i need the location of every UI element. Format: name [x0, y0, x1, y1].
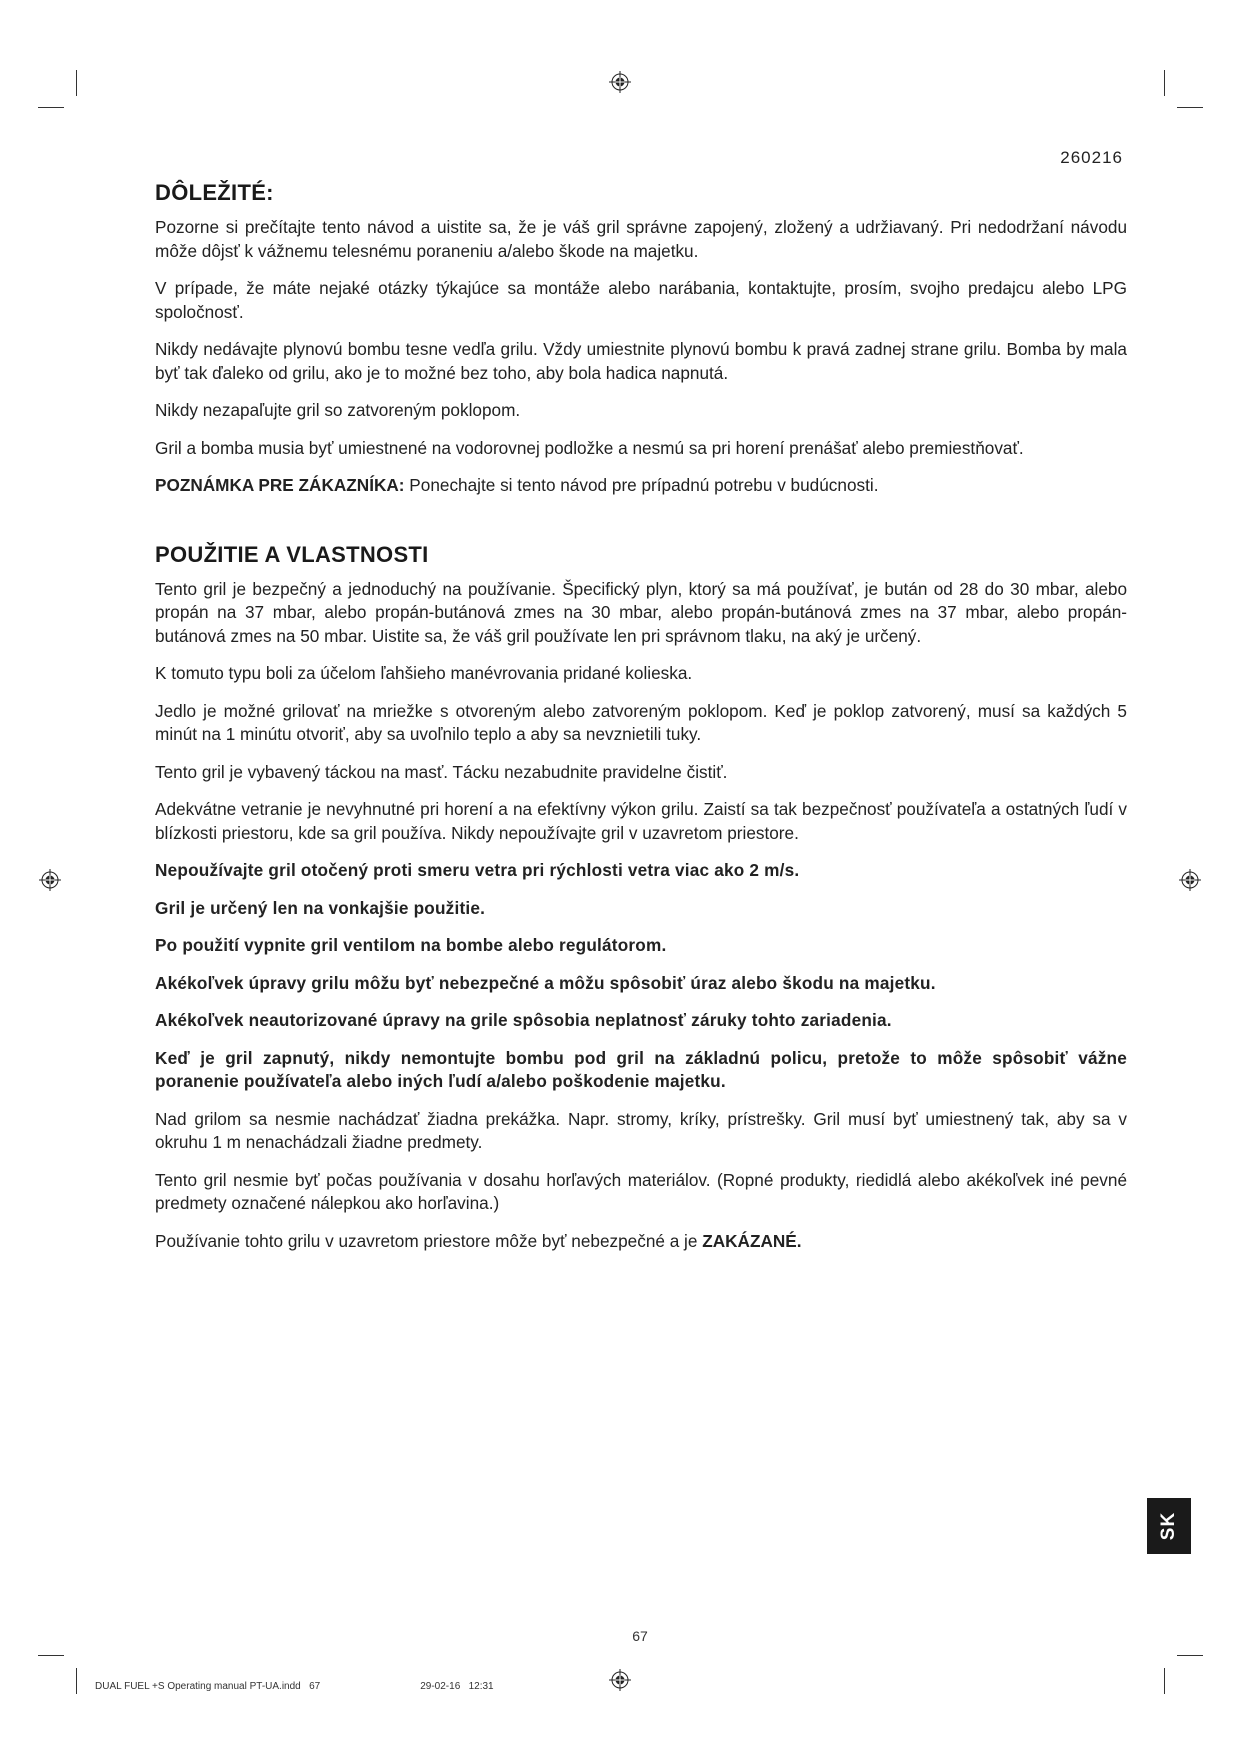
paragraph: Nikdy nezapaľujte gril so zatvoreným poklopom.: [155, 400, 521, 420]
crop-mark-top-right-vertical: [1164, 70, 1165, 96]
crop-mark-bottom-right-vertical: [1164, 1668, 1165, 1694]
crop-mark-bottom-right-horizontal: [1177, 1655, 1203, 1656]
warning-paragraph: Akékoľvek úpravy grilu môžu byť nebezpečné a môžu spôsobiť úraz alebo škodu na majetku.: [155, 972, 936, 993]
prohibited-label: ZAKÁZANÉ.: [702, 1230, 802, 1251]
crop-mark-top-right-horizontal: [1177, 107, 1203, 108]
section-heading-important: DÔLEŽITÉ:: [155, 180, 274, 205]
registration-mark-icon: [1179, 869, 1201, 891]
warning-paragraph: Akékoľvek neautorizované úpravy na grile spôsobia neplatnosť záruky tohto zariadenia.: [155, 1010, 892, 1030]
warning-paragraph: Nepoužívajte gril otočený proti smeru vetra pri rýchlosti vetra viac ako 2 m/s.: [155, 860, 800, 880]
final-paragraph: [155, 1230, 1127, 1254]
paragraph: Nad grilom sa nesmie nachádzať žiadna prekážka. Napr. stromy, kríky, prístrešky. Gril musí byť umiestnený tak, aby sa v okruhu 1 m nenachádzali žiadne predmety.: [155, 1108, 1127, 1152]
paragraph: Tento gril nesmie byť počas používania v dosahu horľavých materiálov. (Ropné produkty, riedidlá alebo akékoľvek iné pevné predmety označené nálepkou ako horľavina.): [155, 1169, 1127, 1213]
crop-mark-bottom-left-vertical: [76, 1668, 77, 1694]
document-code: 260216: [1060, 148, 1123, 167]
paragraph: Jedlo je možné grilovať na mriežke s otvoreným alebo zatvoreným poklopom. Keď je poklop zatvorený, musí sa každých 5 minút na 1 minútu otvoriť, aby sa uvoľnilo teplo a aby sa nevznietili tuky.: [155, 700, 1127, 744]
crop-mark-top-left-vertical: [76, 70, 77, 96]
paragraph: Gril a bomba musia byť umiestnené na vodorovnej podložke a nesmú sa pri horení prenášať alebo premiestňovať.: [155, 437, 1024, 458]
warning-paragraph: Gril je určený len na vonkajšie použitie.: [155, 897, 486, 918]
registration-mark-icon: [609, 71, 631, 93]
paragraph: Adekvátne vetranie je nevyhnutné pri horení a na efektívny výkon grilu. Zaistí sa tak bezpečnosť používateľa a ostatných ľudí v blízkosti priestoru, kde sa gril používa. Nikdy nepoužívajte gril v uzavretom priestore.: [155, 799, 1127, 843]
paragraph: Tento gril je bezpečný a jednoduchý na používanie. Špecifický plyn, ktorý sa má používať, je bután od 28 do 30 mbar, alebo propán na 37 mbar, alebo propán-butánová zmes na 30 mbar, alebo propán-butánová zmes na 37 mbar, alebo propán-butánová zmes na 50 mbar. Uistite sa, že váš gril používate len pri správnom tlaku, na aký je určený.: [155, 578, 1127, 646]
registration-mark-icon: [609, 1669, 631, 1691]
print-slug: DUAL FUEL +S Operating manual PT-UA.indd 67 29-02-16 12:31: [95, 1681, 494, 1692]
crop-mark-top-left-horizontal: [38, 107, 64, 108]
section-heading-usage: POUŽITIE A VLASTNOSTI: [155, 541, 429, 567]
language-tab: [1147, 1498, 1191, 1554]
customer-note-label: POZNÁMKA PRE ZÁKAZNÍKA:: [155, 475, 405, 495]
customer-note-text: Ponechajte si tento návod pre prípadnú potrebu v budúcnosti.: [404, 475, 879, 495]
customer-note: [155, 474, 1127, 498]
paragraph: Tento gril je vybavený táckou na masť. Tácku nezabudnite pravidelne čistiť.: [155, 761, 728, 782]
registration-mark-icon: [39, 869, 61, 891]
warning-paragraph: Keď je gril zapnutý, nikdy nemontujte bombu pod gril na základnú policu, pretože to môže spôsobiť vážne poranenie používateľa alebo iných ľudí a/alebo poškodenie majetku.: [155, 1047, 1127, 1091]
crop-mark-bottom-left-horizontal: [38, 1655, 64, 1656]
language-tab-label: SK: [1158, 1511, 1179, 1541]
paragraph: K tomuto typu boli za účelom ľahšieho manévrovania pridané kolieska.: [155, 663, 693, 683]
paragraph: V prípade, že máte nejaké otázky týkajúce sa montáže alebo narábania, kontaktujte, prosím, svojho predajcu alebo LPG spoločnosť.: [155, 278, 1127, 322]
page-number: 67: [632, 1628, 648, 1644]
paragraph: Nikdy nedávajte plynovú bombu tesne vedľa grilu. Vždy umiestnite plynovú bombu k pravá zadnej strane grilu. Bomba by mala byť tak ďaleko od grilu, ako je to možné bez toho, aby bola hadica napnutá.: [155, 339, 1127, 383]
paragraph: Pozorne si prečítajte tento návod a uistite sa, že je váš gril správne zapojený, zložený a udržiavaný. Pri nedodržaní návodu môže dôjsť k vážnemu telesnému poraneniu a/alebo škode na majetku.: [155, 217, 1127, 261]
final-paragraph-text: Používanie tohto grilu v uzavretom priestore môže byť nebezpečné a je: [155, 1230, 703, 1251]
warning-paragraph: Po použití vypnite gril ventilom na bombe alebo regulátorom.: [155, 935, 667, 955]
page-content: [155, 180, 1127, 1267]
